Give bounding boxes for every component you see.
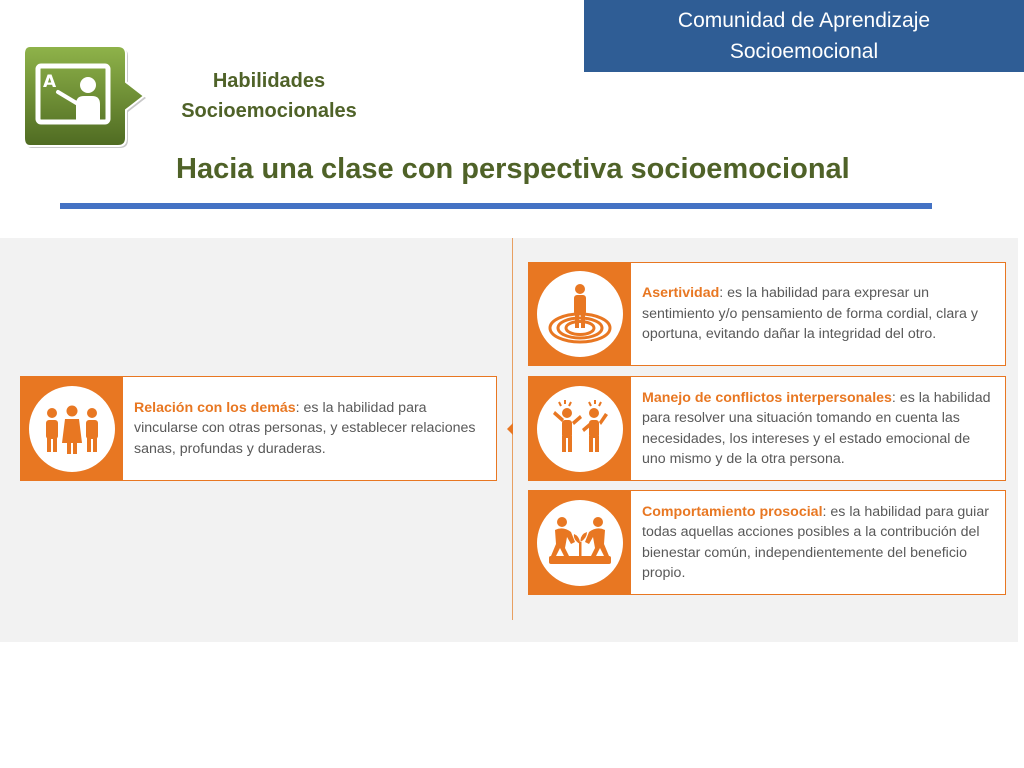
card-prosocial-term: Comportamiento prosocial: [642, 503, 823, 520]
card-conflictos-text: [642, 388, 995, 470]
subject-line-1: Habilidades: [212, 70, 326, 92]
group-of-people-icon: [40, 397, 104, 461]
card-asertividad: [528, 262, 1006, 366]
subject-title: [170, 66, 368, 126]
community-line-1: Comunidad de Aprendizaje: [677, 9, 931, 32]
teacher-board-icon: [22, 44, 150, 148]
card-relacion-term: Relación con los demás: [134, 399, 296, 416]
logo-letter: A: [43, 72, 57, 92]
community-banner: [584, 0, 1024, 72]
card-comportamiento-prosocial: [528, 490, 1006, 595]
card-relacion-con-los-demas: [20, 376, 497, 481]
title-divider: [60, 203, 932, 209]
card-conflictos-term: Manejo de conflictos interpersonales: [642, 389, 892, 406]
two-people-conflict-icon: [547, 396, 613, 462]
card-relacion-text: [134, 398, 486, 460]
card-relacion-description: : es la habilidad para vincularse con otras personas, y establecer relaciones sanas, profundas y duraderas.: [134, 399, 476, 457]
card-manejo-de-conflictos: [528, 376, 1006, 481]
person-target-icon: [544, 278, 616, 350]
card-conflictos-description: : es la habilidad para resolver una situación tomando en cuenta las necesidades, los intereses y el estado emocional de uno mismo y de la otra persona.: [642, 389, 991, 467]
community-line-2: Socioemocional: [729, 40, 879, 63]
card-asertividad-term: Asertividad: [642, 285, 720, 302]
card-asertividad-description: : es la habilidad para expresar un sentimiento y/o pensamiento de forma cordial, clara y oportuna, evitando dañar la integridad del otro.: [642, 285, 978, 343]
card-prosocial-description: : es la habilidad para guiar todas aquellas acciones posibles a la contribución del bienestar común, independientemente del beneficio propio.: [642, 503, 989, 581]
pointer-arrow: [507, 423, 513, 435]
card-prosocial-text: [642, 502, 995, 584]
page-title: Hacia una clase con perspectiva socioemocional: [176, 153, 850, 185]
card-asertividad-text: [642, 283, 995, 345]
subject-line-2: Socioemocionales: [181, 100, 357, 122]
people-planting-icon: [545, 508, 615, 578]
